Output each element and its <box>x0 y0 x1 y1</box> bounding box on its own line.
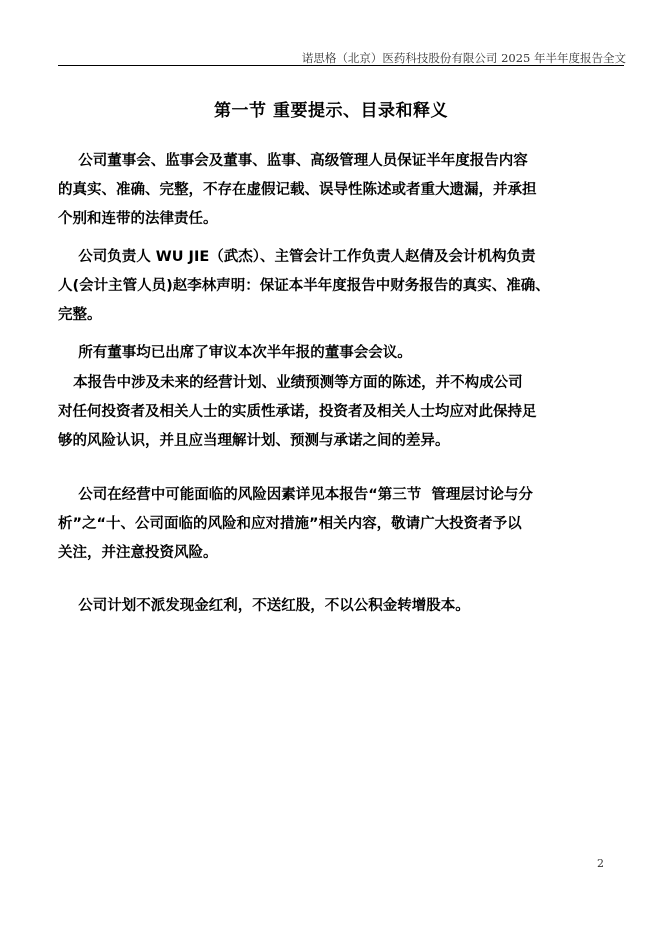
paragraph-line: 所有董事均已出席了审议本次半年报的董事会会议。 <box>58 345 412 361</box>
section-title: 第一节 重要提示、目录和释义 <box>214 101 448 121</box>
paragraph-line: 个别和连带的法律责任。 <box>58 211 218 227</box>
paragraph-dividend-plan <box>58 592 618 621</box>
paragraph-line: 公司负责人 WU JIE（武杰）、主管会计工作负责人赵倩及会计机构负责 <box>58 249 536 265</box>
paragraph-line: 完整。 <box>58 307 102 323</box>
paragraph-line: 人(会计主管人员)赵李林声明：保证本半年度报告中财务报告的真实、准确、 <box>58 278 550 294</box>
page-number: 2 <box>597 857 604 870</box>
paragraph-assurance <box>58 147 618 234</box>
paragraph-risk-factors <box>58 481 618 568</box>
paragraph-line: 关注，并注意投资风险。 <box>58 545 218 561</box>
paragraph-line: 公司计划不派发现金红利，不送红股，不以公积金转增股本。 <box>58 598 470 614</box>
paragraph-line: 够的风险认识，并且应当理解计划、预测与承诺之间的差异。 <box>58 433 450 449</box>
paragraph-line: 对任何投资者及相关人士的实质性承诺，投资者及相关人士均应对此保持足 <box>58 404 537 420</box>
paragraph-forward-looking <box>58 369 618 456</box>
paragraph-line: 公司董事会、监事会及董事、监事、高级管理人员保证半年度报告内容 <box>58 153 528 169</box>
paragraph-board-attendance <box>58 339 618 368</box>
header-rule <box>58 65 624 66</box>
paragraph-line: 的真实、准确、完整，不存在虚假记载、误导性陈述或者重大遗漏，并承担 <box>58 182 537 198</box>
paragraph-line: 析”之“十、公司面临的风险和应对措施”相关内容，敬请广大投资者予以 <box>58 516 522 532</box>
running-header: 诺思格（北京）医药科技股份有限公司 2025 年半年度报告全文 <box>301 51 626 65</box>
paragraph-line: 本报告中涉及未来的经营计划、业绩预测等方面的陈述，并不构成公司 <box>58 375 523 391</box>
paragraph-responsible-persons <box>58 243 618 330</box>
paragraph-line: 公司在经营中可能面临的风险因素详见本报告“第三节 管理层讨论与分 <box>58 487 533 503</box>
